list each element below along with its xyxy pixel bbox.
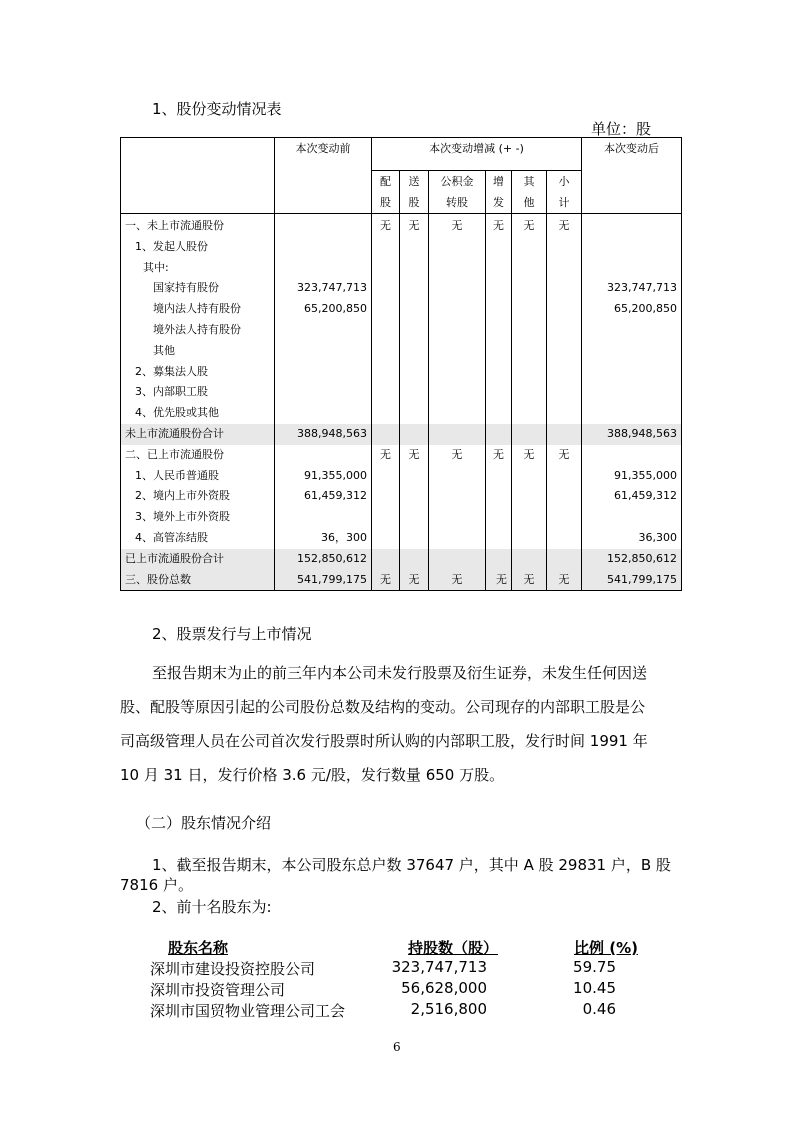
change-cell (512, 403, 547, 424)
change-cell (486, 528, 512, 549)
section2-paragraph-line: 至报告期末为止的前三年内本公司未发行股票及衍生证券，未发生任何因送 (152, 664, 648, 682)
change-cell (512, 528, 547, 549)
table-row (121, 341, 682, 362)
change-cell (429, 320, 486, 341)
value-after: 152,850,612 (582, 549, 682, 570)
table-row (121, 403, 682, 424)
table-row (121, 466, 682, 487)
value-before (275, 214, 372, 237)
table-row (121, 570, 682, 591)
change-cell (372, 466, 400, 487)
value-before (275, 362, 372, 383)
value-before: 388,948,563 (275, 424, 372, 445)
shareholder-shares: 2,516,800 (410, 1000, 487, 1018)
change-cell: 无 (429, 445, 486, 466)
change-cell (372, 403, 400, 424)
change-cell (400, 528, 429, 549)
table-row (121, 299, 682, 320)
change-cell (486, 320, 512, 341)
shareholder-ratio: 59.75 (573, 958, 616, 976)
section2-paragraph-line: 股、配股等原因引起的公司股份总数及结构的变动。公司现存的内部职工股是公 (120, 698, 646, 716)
page-number: 6 (393, 1040, 401, 1054)
shareholder-shares: 56,628,000 (401, 979, 487, 997)
change-cell (429, 237, 486, 258)
unit-label: 单位：股 (591, 120, 652, 138)
table-row (121, 445, 682, 466)
change-cell (400, 403, 429, 424)
value-after (582, 507, 682, 528)
change-cell: 无 (547, 445, 582, 466)
change-cell (372, 424, 400, 445)
change-cell (400, 299, 429, 320)
col-name-header: 股东名称 (168, 939, 229, 957)
value-after (582, 403, 682, 424)
change-cell (429, 549, 486, 570)
change-cell (372, 237, 400, 258)
value-after (582, 258, 682, 279)
subheader-cell: 送 股 (400, 171, 429, 214)
shareholder-shares: 323,747,713 (391, 958, 487, 976)
change-cell (486, 507, 512, 528)
col-shares-header: 持股数（股） (408, 939, 499, 957)
item1-line1: 1、截至报告期末，本公司股东总户数 37647 户，其中 A 股 29831 户，B 股 (152, 856, 671, 874)
value-before: 323,747,713 (275, 278, 372, 299)
change-cell: 无 (486, 445, 512, 466)
change-cell (400, 362, 429, 383)
change-cell (547, 466, 582, 487)
value-before (275, 341, 372, 362)
change-cell (372, 341, 400, 362)
change-cell (512, 299, 547, 320)
shareholder-name: 深圳市国贸物业管理公司工会 (150, 1002, 346, 1020)
row-label: 1、发起人股份 (121, 237, 275, 258)
share-change-table (120, 137, 682, 591)
header-after: 本次变动后 (582, 138, 682, 214)
change-cell (372, 382, 400, 403)
change-cell (547, 320, 582, 341)
section2-paragraph-line: 司高级管理人员在公司首次发行股票时所认购的内部职工股，发行时间 1991 年 (120, 732, 648, 750)
change-cell (512, 341, 547, 362)
change-cell: 无 (512, 214, 547, 237)
change-cell (429, 528, 486, 549)
item2-text: 2、前十名股东为: (152, 898, 272, 916)
change-cell (372, 320, 400, 341)
shareholder-ratio: 10.45 (573, 979, 616, 997)
table-row (121, 486, 682, 507)
row-label: 其他 (121, 341, 275, 362)
value-after (582, 362, 682, 383)
row-label: 3、境外上市外资股 (121, 507, 275, 528)
value-before: 541,799,175 (275, 570, 372, 591)
row-label: 一、未上市流通股份 (121, 214, 275, 237)
change-cell (547, 278, 582, 299)
change-cell (486, 424, 512, 445)
change-cell (429, 403, 486, 424)
value-before (275, 382, 372, 403)
value-after: 36,300 (582, 528, 682, 549)
row-label: 1、人民币普通股 (121, 466, 275, 487)
row-label: 国家持有股份 (121, 278, 275, 299)
change-cell (372, 549, 400, 570)
change-cell (547, 258, 582, 279)
change-cell (400, 486, 429, 507)
value-after (582, 237, 682, 258)
change-cell (486, 362, 512, 383)
header-change: 本次变动增减 (+ -) (372, 138, 582, 171)
section2-title: 2、股票发行与上市情况 (152, 625, 312, 643)
table-row (121, 214, 682, 237)
value-after (582, 341, 682, 362)
change-cell (486, 466, 512, 487)
row-label: 4、优先股或其他 (121, 403, 275, 424)
change-cell (512, 278, 547, 299)
section2-paragraph-line: 10 月 31 日，发行价格 3.6 元/股，发行数量 650 万股。 (120, 766, 505, 784)
value-before (275, 445, 372, 466)
row-label: 已上市流通股份合计 (121, 549, 275, 570)
change-cell (429, 424, 486, 445)
change-cell (372, 299, 400, 320)
change-cell (372, 362, 400, 383)
change-cell (512, 382, 547, 403)
value-after: 61,459,312 (582, 486, 682, 507)
value-before: 65,200,850 (275, 299, 372, 320)
change-cell (429, 507, 486, 528)
change-cell (547, 549, 582, 570)
change-cell (486, 258, 512, 279)
change-cell (400, 507, 429, 528)
shareholder-name: 深圳市投资管理公司 (150, 981, 286, 999)
item1-line2: 7816 户。 (120, 876, 193, 894)
row-label: 境外法人持有股份 (121, 320, 275, 341)
change-cell (372, 507, 400, 528)
change-cell (372, 258, 400, 279)
value-after: 323,747,713 (582, 278, 682, 299)
change-cell (486, 486, 512, 507)
value-after: 65,200,850 (582, 299, 682, 320)
change-cell (547, 362, 582, 383)
change-cell (486, 237, 512, 258)
change-cell (547, 486, 582, 507)
change-cell (486, 341, 512, 362)
change-cell (400, 341, 429, 362)
header-before: 本次变动前 (275, 138, 372, 214)
subheader-cell: 配 股 (372, 171, 400, 214)
change-cell: 无 (372, 214, 400, 237)
change-cell (547, 403, 582, 424)
value-before: 36，300 (275, 528, 372, 549)
change-cell (486, 299, 512, 320)
change-cell (512, 362, 547, 383)
change-cell: 无 (547, 214, 582, 237)
change-cell (400, 549, 429, 570)
change-cell (486, 278, 512, 299)
change-cell: 无 (486, 570, 512, 591)
table-row (121, 362, 682, 383)
row-label: 4、高管冻结股 (121, 528, 275, 549)
change-cell (429, 299, 486, 320)
change-cell: 无 (400, 570, 429, 591)
row-label: 未上市流通股份合计 (121, 424, 275, 445)
change-cell (372, 278, 400, 299)
change-cell (512, 237, 547, 258)
table-row (121, 549, 682, 570)
change-cell (512, 466, 547, 487)
subheader-cell: 其 他 (512, 171, 547, 214)
change-cell (547, 528, 582, 549)
change-cell (400, 424, 429, 445)
value-before (275, 237, 372, 258)
value-before: 152,850,612 (275, 549, 372, 570)
value-before (275, 258, 372, 279)
change-cell (547, 424, 582, 445)
change-cell (429, 486, 486, 507)
change-cell (429, 341, 486, 362)
change-cell (512, 486, 547, 507)
change-cell: 无 (400, 445, 429, 466)
change-cell: 无 (547, 570, 582, 591)
change-cell (429, 362, 486, 383)
change-cell (512, 320, 547, 341)
subheader-cell: 小 计 (547, 171, 582, 214)
table-row (121, 507, 682, 528)
value-after: 388,948,563 (582, 424, 682, 445)
section1-title: 1、股份变动情况表 (152, 100, 282, 118)
value-before: 61,459,312 (275, 486, 372, 507)
row-label: 境内法人持有股份 (121, 299, 275, 320)
shareholder-ratio: 0.46 (582, 1000, 616, 1018)
value-after (582, 214, 682, 237)
col-ratio-header: 比例 (%) (574, 939, 638, 957)
table-row (121, 278, 682, 299)
row-label: 其中: (121, 258, 275, 279)
value-before (275, 507, 372, 528)
table-row (121, 320, 682, 341)
change-cell (400, 237, 429, 258)
change-cell (547, 299, 582, 320)
change-cell (372, 486, 400, 507)
change-cell (547, 237, 582, 258)
change-cell (429, 278, 486, 299)
change-cell (429, 466, 486, 487)
value-after (582, 382, 682, 403)
change-cell: 无 (512, 570, 547, 591)
change-cell (429, 258, 486, 279)
change-cell (429, 382, 486, 403)
value-after (582, 445, 682, 466)
change-cell (400, 258, 429, 279)
change-cell: 无 (512, 445, 547, 466)
header-blank (121, 138, 275, 214)
value-before (275, 403, 372, 424)
change-cell (512, 424, 547, 445)
row-label: 2、境内上市外资股 (121, 486, 275, 507)
change-cell (486, 403, 512, 424)
change-cell (512, 507, 547, 528)
value-after: 91,355,000 (582, 466, 682, 487)
change-cell (400, 382, 429, 403)
value-after (582, 320, 682, 341)
subheader-cell: 公积金 转股 (429, 171, 486, 214)
change-cell (486, 382, 512, 403)
row-label: 二、已上市流通股份 (121, 445, 275, 466)
change-cell: 无 (400, 214, 429, 237)
row-label: 2、募集法人股 (121, 362, 275, 383)
shareholder-name: 深圳市建设投资控股公司 (150, 960, 316, 978)
table-row (121, 382, 682, 403)
subheader-cell: 增 发 (486, 171, 512, 214)
change-cell (547, 507, 582, 528)
change-cell (547, 382, 582, 403)
change-cell: 无 (429, 570, 486, 591)
value-after: 541,799,175 (582, 570, 682, 591)
change-cell: 无 (429, 214, 486, 237)
value-before (275, 320, 372, 341)
table-row (121, 258, 682, 279)
change-cell (512, 258, 547, 279)
change-cell (400, 466, 429, 487)
change-cell: 无 (486, 214, 512, 237)
change-cell (372, 528, 400, 549)
change-cell (512, 549, 547, 570)
table-row (121, 424, 682, 445)
change-cell (547, 341, 582, 362)
value-before: 91,355,000 (275, 466, 372, 487)
change-cell: 无 (372, 445, 400, 466)
change-cell (486, 549, 512, 570)
change-cell: 无 (372, 570, 400, 591)
row-label: 三、股份总数 (121, 570, 275, 591)
change-cell (400, 320, 429, 341)
part2-title: （二）股东情况介绍 (136, 814, 272, 832)
change-cell (400, 278, 429, 299)
table-row (121, 528, 682, 549)
row-label: 3、内部职工股 (121, 382, 275, 403)
table-row (121, 237, 682, 258)
